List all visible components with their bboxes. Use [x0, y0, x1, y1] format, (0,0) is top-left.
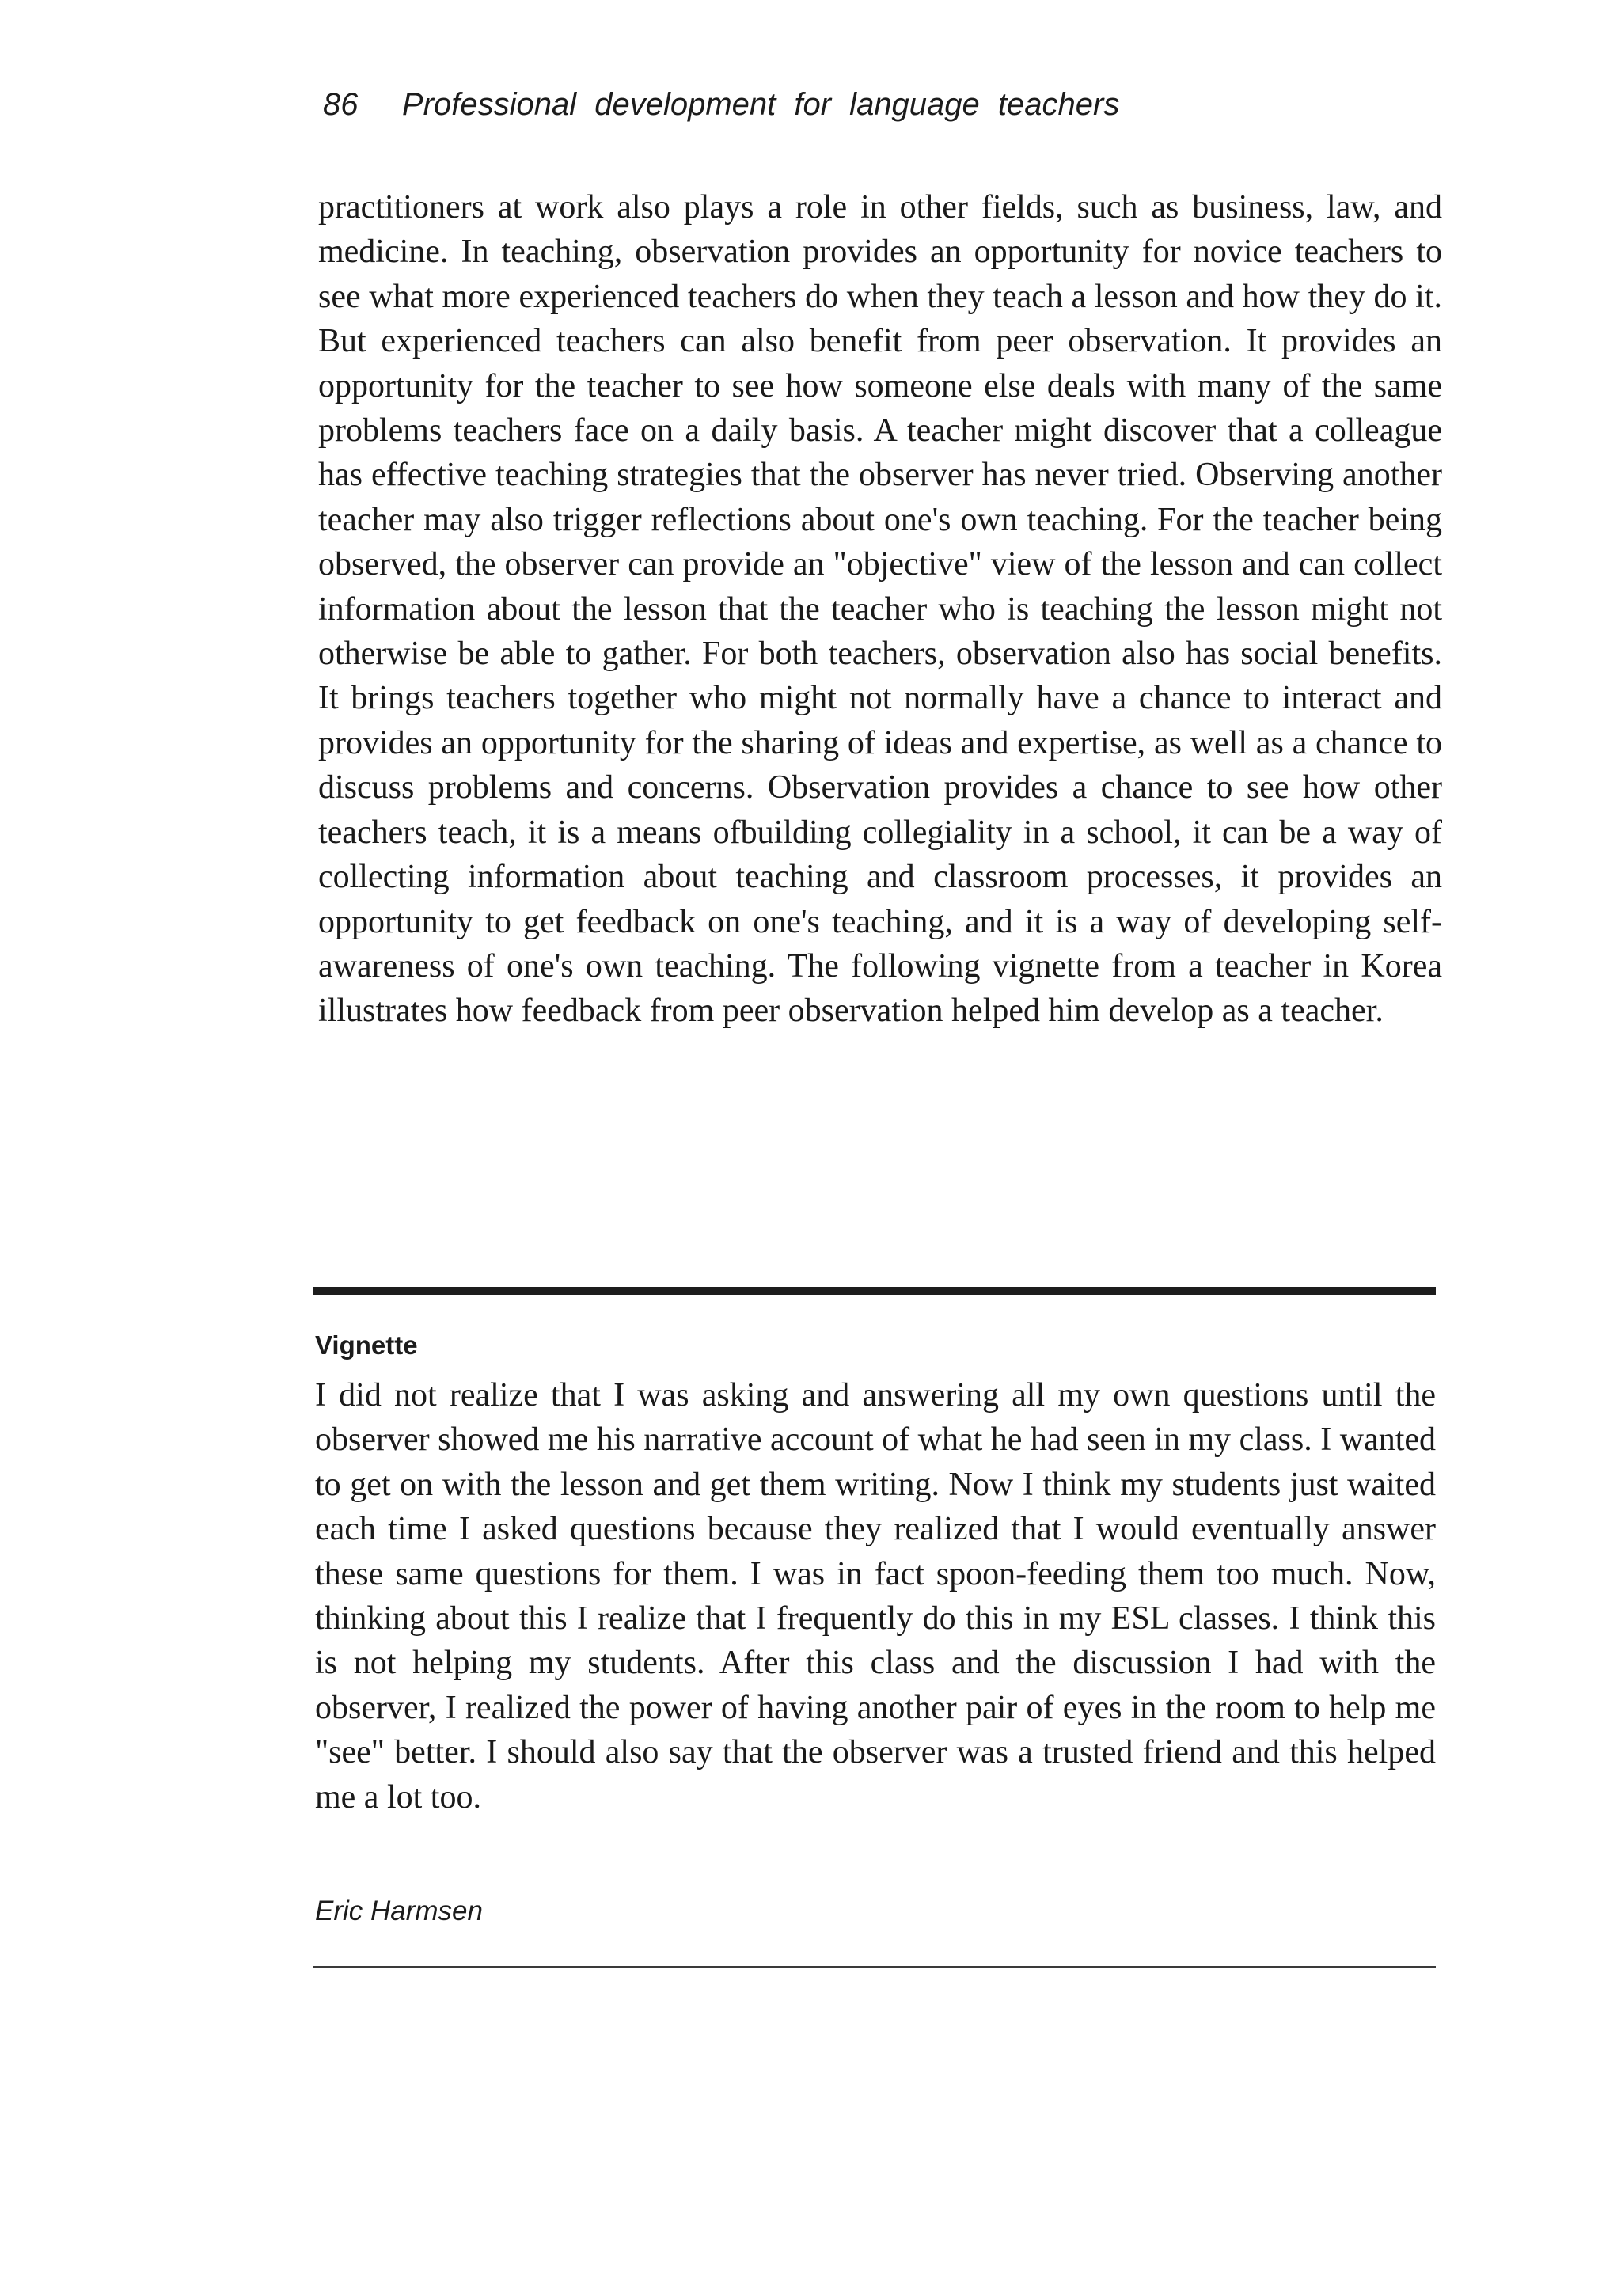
vignette-attribution: Eric Harmsen [315, 1896, 483, 1926]
book-title: Professional development for language teachers [402, 87, 1120, 122]
vignette-top-rule [313, 1287, 1436, 1295]
vignette-text: I did not realize that I was asking and answering all my own questions until the observer showed me his narrative account of what he had seen in my class. I wanted to get on with the lesson and get them writing. Now I think my students just waited each time I asked questions because they realized that I would eventually answer these same questions for them. I was in fact spoon-feeding them too much. Now, thinking about this I realize that I frequently do this in my ESL classes. I think this is not helping my students. After this class and the discussion I had with the observer, I realized the power of having another pair of eyes in the room to help me "see" better. I should also say that the observer was a trusted friend and this helped me a lot too. [315, 1377, 1436, 1816]
running-head [323, 85, 1119, 123]
vignette-bottom-rule [313, 1966, 1436, 1968]
body-paragraph: practitioners at work also plays a role in other fields, such as business, law, and medicine. In teaching, observation provides an opportunity for novice teachers to see what more experienced teachers do when they teach a lesson and how they do it. But experienced teachers can also benefit from peer observation. It provides an opportunity for the teacher to see how someone else deals with many of the same problems teachers face on a daily basis. A teacher might discover that a colleague has effective teaching strategies that the observer has never tried. Observing another teacher may also trigger reflections about one's own teaching. For the teacher being observed, the observer can provide an "objective" view of the lesson and can collect information about the lesson that the teacher who is teaching the lesson might not otherwise be able to gather. For both teachers, observation also has social benefits. It brings teachers together who might not normally have a chance to interact and provides an opportunity for the sharing of ideas and expertise, as well as a chance to discuss problems and concerns. Observation provides a chance to see how other teachers teach, it is a means ofbuilding collegiality in a school, it can be a way of collecting information about teaching and classroom processes, it provides an opportunity to get feedback on one's teaching, and it is a way of developing self-awareness of one's own teaching. The following vignette from a teacher in Korea illustrates how feedback from peer observation helped him develop as a teacher. [318, 189, 1442, 1030]
page-number: 86 [323, 87, 359, 122]
vignette-heading: Vignette [315, 1330, 418, 1360]
